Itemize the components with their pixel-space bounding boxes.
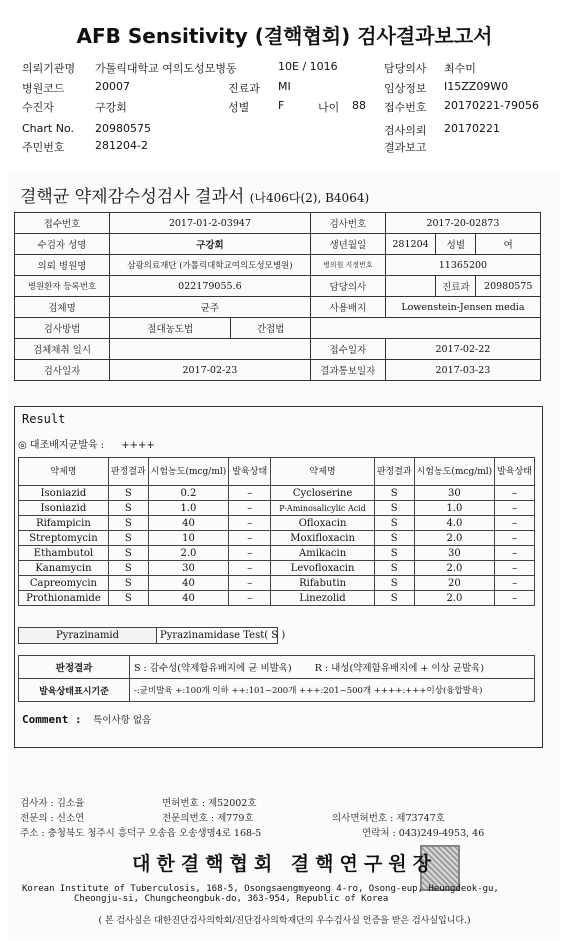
cell-label: 담당의사: [310, 276, 385, 297]
header-value: 281204-2: [95, 139, 148, 152]
test-concentration: 1.0: [414, 501, 495, 516]
report-title: AFB Sensitivity (결핵협회) 검사결과보고서: [76, 24, 493, 48]
test-concentration: 10: [148, 531, 229, 546]
header-label: 접수번호: [384, 101, 427, 114]
table-row: [15, 234, 541, 255]
table-row: [19, 679, 535, 702]
cell-empty: [310, 318, 540, 339]
table-row: [19, 546, 535, 561]
cell-value: [110, 339, 311, 360]
test-concentration: 40: [148, 516, 229, 531]
drug-name: Capreomycin: [19, 576, 109, 591]
growth-status: –: [229, 576, 271, 591]
column-header: 약제명: [271, 458, 374, 486]
test-concentration: 2.0: [414, 561, 495, 576]
judgement: S: [108, 516, 148, 531]
cell-value: 2017-20-02873: [385, 213, 540, 234]
header-value: 20170221: [444, 122, 500, 135]
test-concentration: 1.0: [148, 501, 229, 516]
cell-value: [385, 276, 435, 297]
cell-label: 수검자 성명: [15, 234, 110, 255]
cell-label: 병원환자 등록번호: [15, 276, 110, 297]
growth-status: –: [229, 591, 271, 606]
header-value: 20980575: [95, 122, 151, 135]
age-value: 88: [352, 99, 366, 112]
institute-address-english: [22, 884, 499, 904]
judgement: S: [374, 531, 414, 546]
document-code: (나406다(2), B4064): [249, 191, 370, 205]
legend-text-s: S : 감수성(약제함유배지에 균 비발육): [134, 663, 292, 674]
cell-value: 2017-01-2-03947: [110, 213, 311, 234]
table-row: [19, 486, 535, 501]
cell-value: 2017-03-23: [385, 360, 540, 381]
test-concentration: 2.0: [148, 546, 229, 561]
drug-name: Isoniazid: [19, 486, 109, 501]
drug-name: Rifampicin: [19, 516, 109, 531]
comment-label: Comment :: [22, 713, 82, 726]
legend-label: 판정결과: [19, 656, 130, 679]
judgement: S: [374, 591, 414, 606]
institute-address-line1: Korean Institute of Tuberculosis, 168-5, Osongsaengmyeong 4-ro, Osong-eup, Heungdeok-gu,: [22, 884, 499, 894]
header-value: 구강회: [95, 101, 127, 114]
cell-label: 검사방법: [15, 318, 110, 339]
judgement: S: [108, 501, 148, 516]
cell-label: 검사번호: [310, 213, 385, 234]
document-title-text: 결핵균 약제감수성검사 결과서: [20, 187, 245, 207]
cell-label: 접수일자: [310, 339, 385, 360]
table-row: [19, 656, 535, 679]
growth-status: –: [229, 546, 271, 561]
pyrazinamidase-test: Pyrazinamidase Test( S ): [156, 627, 278, 644]
judgement: S: [108, 576, 148, 591]
cell-value: 간접법: [231, 318, 310, 339]
column-header: 시험농도(mcg/ml): [414, 458, 495, 486]
header-value: 10E / 1016: [278, 60, 338, 73]
table-row: [19, 501, 535, 516]
header-label: 의뢰기관명: [22, 62, 76, 75]
test-concentration: 30: [148, 561, 229, 576]
drug-name: Linezolid: [271, 591, 374, 606]
header-label: Chart No.: [22, 122, 74, 135]
legend-text: -:균비발육 +:100개 이하 ++:101~200개 +++:201~500개 ++++:+++이상(융합발육): [130, 679, 535, 702]
judgement: S: [374, 576, 414, 591]
examiner-license: 면허번호 : 제52002호: [162, 798, 257, 809]
cell-value: 022179055.6: [110, 276, 311, 297]
growth-status: –: [495, 591, 535, 606]
drug-name: Levofloxacin: [271, 561, 374, 576]
judgement: S: [374, 516, 414, 531]
growth-status: –: [229, 561, 271, 576]
test-concentration: 4.0: [414, 516, 495, 531]
cell-value: 절대농도법: [110, 318, 231, 339]
cell-value: 281204: [385, 234, 435, 255]
cell-value: 2017-02-22: [385, 339, 540, 360]
cell-label: 성별: [436, 234, 476, 255]
legend-table: [18, 655, 535, 702]
table-row: [19, 561, 535, 576]
growth-status: –: [495, 531, 535, 546]
cell-label: 접수번호: [15, 213, 110, 234]
cell-value: 삼광의료재단 (가톨릭대학교여의도성모병원): [110, 255, 311, 276]
growth-status: –: [229, 531, 271, 546]
table-row: [15, 276, 541, 297]
doctor-license: 의사면허번호 : 제73747호: [332, 813, 445, 824]
cell-value: Lowenstein-Jensen media: [385, 297, 540, 318]
drug-name: Streptomycin: [19, 531, 109, 546]
cell-value: 구강회: [110, 234, 311, 255]
growth-status: –: [495, 576, 535, 591]
header-label: 수진자: [22, 101, 54, 114]
patient-info-table: [14, 212, 541, 381]
cell-value: 11365200: [385, 255, 540, 276]
address: 주소 : 충청북도 청주시 흥덕구 오송읍 오송생명4로 168-5: [20, 828, 262, 839]
contact: 연락처 : 043)249-4953, 46: [362, 828, 485, 839]
cell-label: 검사일자: [15, 360, 110, 381]
table-row: [15, 213, 541, 234]
age-label: 나이: [318, 101, 340, 114]
comment: [22, 712, 151, 726]
cell-label: 생년월일: [310, 234, 385, 255]
judgement: S: [108, 486, 148, 501]
table-row: [15, 339, 541, 360]
institute-name-korean: 대한결핵협회 결핵연구원장: [132, 853, 437, 875]
growth-status: –: [229, 501, 271, 516]
test-concentration: 2.0: [414, 531, 495, 546]
header-value: I15ZZ09W0: [444, 80, 509, 93]
legend-text-r: R : 내성(약제함유배지에 + 이상 균발육): [314, 663, 485, 674]
growth-status: –: [229, 486, 271, 501]
cell-label: 사용배지: [310, 297, 385, 318]
cell-value: 20980575: [476, 276, 541, 297]
judgement: S: [108, 561, 148, 576]
column-header: 판정결과: [374, 458, 414, 486]
cell-value: 균주: [110, 297, 311, 318]
test-concentration: 40: [148, 591, 229, 606]
examiner: 검사자 : 김소율: [20, 798, 85, 809]
table-row: [19, 591, 535, 606]
specialist: 전문의 : 신소연: [20, 813, 85, 824]
drug-name: Kanamycin: [19, 561, 109, 576]
test-concentration: 20: [414, 576, 495, 591]
header-value: 20007: [95, 80, 130, 93]
header-label: 성별: [228, 101, 250, 114]
test-concentration: 0.2: [148, 486, 229, 501]
comment-text: 특이사항 없음: [93, 715, 152, 726]
judgement: S: [374, 561, 414, 576]
control-growth-value: ++++: [121, 440, 155, 451]
cell-label: 검체채취 일시: [15, 339, 110, 360]
drug-name: Rifabutin: [271, 576, 374, 591]
test-concentration: 30: [414, 486, 495, 501]
susceptibility-table: [18, 457, 535, 606]
header-value: F: [278, 99, 285, 112]
judgement: S: [374, 486, 414, 501]
growth-status: –: [495, 561, 535, 576]
result-label: Result: [22, 412, 66, 426]
header-label: 결과보고: [384, 141, 427, 154]
judgement: S: [108, 546, 148, 561]
document-title: [20, 182, 369, 207]
drug-name: Moxifloxacin: [271, 531, 374, 546]
table-row: [15, 255, 541, 276]
growth-status: –: [495, 486, 535, 501]
table-row: [15, 318, 541, 339]
certification-notice: ( 본 검사실은 대한진단검사의학회/진단검사의학재단의 우수검사실 인증을 받은 검사실입니다.): [98, 916, 471, 926]
table-row: [19, 576, 535, 591]
test-concentration: 2.0: [414, 591, 495, 606]
column-header: 약제명: [19, 458, 109, 486]
cell-label: 병의원 지정번호: [310, 255, 385, 276]
cell-value: 여: [476, 234, 541, 255]
header-label: 담당의사: [384, 62, 427, 75]
growth-status: –: [495, 516, 535, 531]
column-header: 판정결과: [108, 458, 148, 486]
control-growth-label: ◎ 대조배지균발육 :: [18, 440, 105, 451]
growth-status: –: [495, 501, 535, 516]
cell-value: 2017-02-23: [110, 360, 311, 381]
header-value: 최수미: [444, 62, 476, 75]
cell-label: 결과통보일자: [310, 360, 385, 381]
growth-status: –: [229, 516, 271, 531]
table-row: [15, 360, 541, 381]
column-header: 발육상태: [229, 458, 271, 486]
judgement: S: [108, 531, 148, 546]
specialist-license: 전문의번호 : 제779호: [162, 813, 254, 824]
test-concentration: 40: [148, 576, 229, 591]
growth-status: –: [495, 546, 535, 561]
test-concentration: 30: [414, 546, 495, 561]
header-label: 진료과: [228, 82, 260, 95]
cell-label: 검체명: [15, 297, 110, 318]
header-label: 검사의뢰: [384, 124, 427, 137]
drug-name: Ethambutol: [19, 546, 109, 561]
control-growth: [18, 436, 155, 451]
judgement: S: [108, 591, 148, 606]
drug-name: Cycloserine: [271, 486, 374, 501]
drug-name: P-Aminosalicylic Acid: [271, 501, 374, 516]
drug-name: Isoniazid: [19, 501, 109, 516]
table-row: [19, 516, 535, 531]
judgement: S: [374, 501, 414, 516]
drug-name: Prothionamide: [19, 591, 109, 606]
legend-text: [130, 656, 535, 679]
drug-name: Amikacin: [271, 546, 374, 561]
table-row: [19, 531, 535, 546]
judgement: S: [374, 546, 414, 561]
header-value: 20170221-79056: [444, 99, 539, 112]
header-label: 병원코드: [22, 82, 65, 95]
table-row: [15, 297, 541, 318]
header-value: 가톨릭대학교 여의도성모병동: [95, 62, 237, 75]
header-label: 임상정보: [384, 82, 427, 95]
column-header: 발육상태: [495, 458, 535, 486]
legend-label: 발육상태표시기준: [19, 679, 130, 702]
drug-name: Ofloxacin: [271, 516, 374, 531]
header-value: MI: [278, 80, 291, 93]
institute-address-line2: Cheongju-si, Chungcheongbuk-do, 363-954, Republic of Korea: [74, 894, 389, 904]
table-header-row: [19, 458, 535, 486]
pyrazinamid-label: Pyrazinamid: [18, 627, 157, 644]
column-header: 시험농도(mcg/ml): [148, 458, 229, 486]
cell-label: 진료과: [436, 276, 476, 297]
cell-label: 의뢰 병원명: [15, 255, 110, 276]
header-label: 주민번호: [22, 141, 65, 154]
